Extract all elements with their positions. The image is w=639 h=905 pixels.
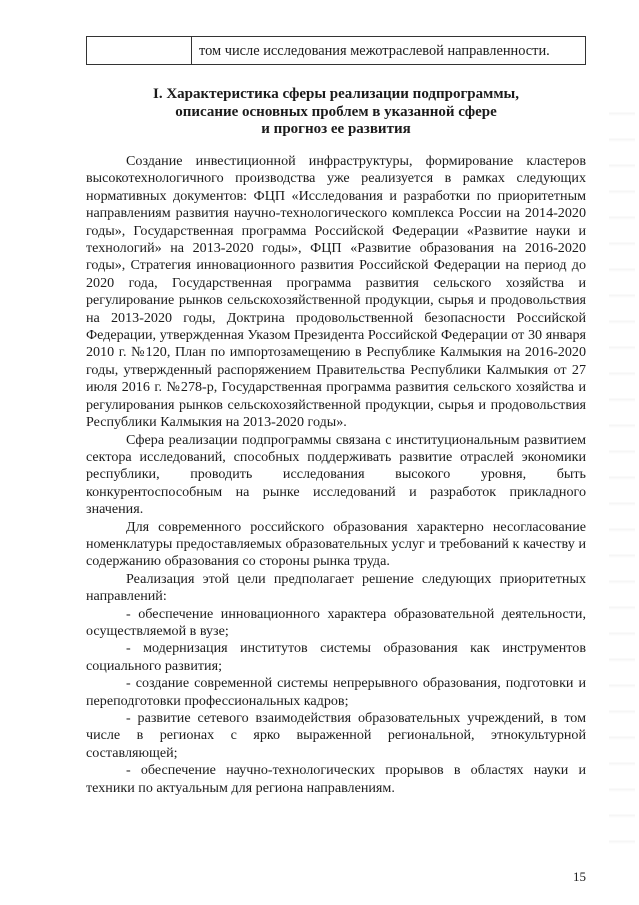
heading-line-1: I. Характеристика сферы реализации подпрограммы, — [152, 86, 520, 102]
list-item: - развитие сетевого взаимодействия образовательных учреждений, в том числе в регионах с ярко выраженной региональной, этнокультурной составляющей; — [86, 710, 586, 761]
section-heading — [86, 86, 586, 139]
paragraph-priorities: Реализация этой цели предполагает решение следующих приоритетных направлений: — [86, 570, 586, 605]
heading-line-2: описание основных проблем в указанной сфере — [175, 103, 497, 120]
page-number: 15 — [573, 869, 586, 884]
table-fragment — [86, 36, 586, 65]
list-item: - модернизация институтов системы образования как инструментов социального развития; — [86, 640, 586, 674]
heading-line-3: и прогноз ее развития — [261, 121, 411, 137]
list-item: - создание современной системы непрерывного образования, подготовки и переподготовки профессиональных кадров; — [86, 675, 586, 709]
table-cell-text: том числе исследования межотраслевой направленности. — [199, 43, 550, 59]
body-text — [86, 153, 586, 797]
paragraph-education: Для современного российского образования характерно несогласование номенклатуры предоставляемых образовательных услуг и требований к качеству и содержанию образования со стороны рынка труда. — [86, 518, 586, 570]
table-column-divider — [191, 37, 192, 64]
paragraph-infrastructure: Создание инвестиционной инфраструктуры, формирование кластеров высокотехнологичного производства уже реализуется в рамках следующих нормативных документов: ФЦП «Исследования и разработки по приоритетным направлениям развития научно-технологического комплекса России на 2014-2020 годы», Государственная программа Российской Федерации «Развитие науки и технологий» на 2013-2020 годы», ФЦП «Развитие образования на 2016-2020 годы», Стратегия инновационного развития Российской Федерации на период до 2020 года, Государственная программа развития сельского хозяйства и регулирование рынков сельскохозяйственной продукции, сырья и продовольствия на 2013-2020 годы, Доктрина продовольственной безопасности Российской Федерации, утвержденная Указом Президента Российской Федерации от 30 января 2010 г. №120, План по импортозамещению в Республике Калмыкия на 2016-2020 годы, утвержденный распоряжением Правительства Республики Калмыкия от 27 июля 2016 г. №278-р, Государственная программа развития сельского хозяйства и регулирования рынков сельскохозяйственной продукции, сырья и продовольствия Республики Калмыкия на 2013-2020 годы». — [86, 153, 586, 431]
list-item: - обеспечение научно-технологических прорывов в областях науки и техники по актуальным для региона направлениям. — [86, 762, 586, 796]
scan-edge-marks — [609, 90, 635, 850]
list-item: - обеспечение инновационного характера образовательной деятельности, осуществляемой в вузе; — [86, 605, 586, 639]
paragraph-sphere: Сфера реализации подпрограммы связана с институциональным развитием сектора исследований, способных поддерживать развитие отраслей экономики республики, проводить исследования высокого уровня, быть конкурентоспособным на рынке исследований и разработок прикладного значения. — [86, 431, 586, 518]
